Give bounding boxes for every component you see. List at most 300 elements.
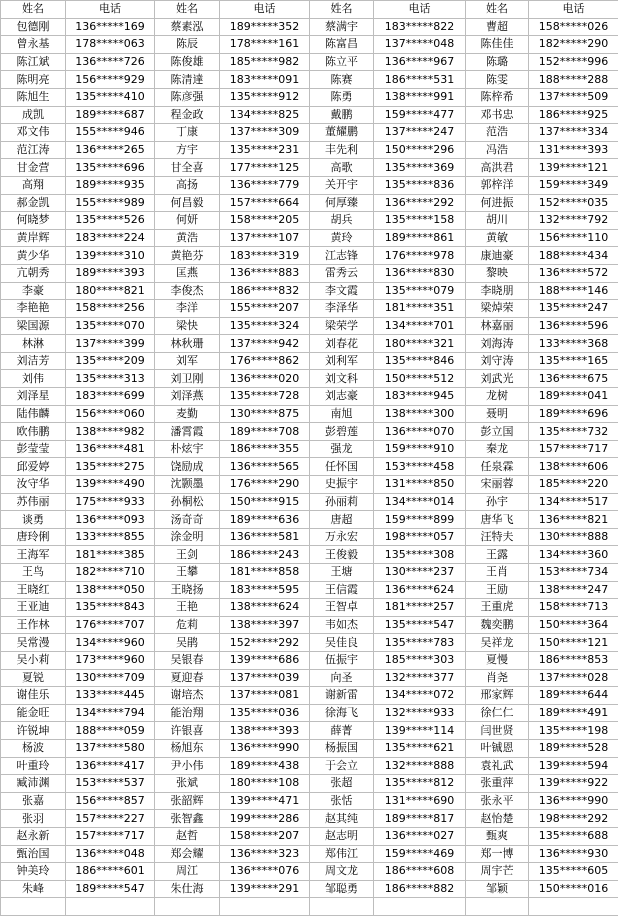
name-cell[interactable]: 沈颢墨 [155,476,220,494]
name-cell[interactable]: 王作林 [1,616,66,634]
phone-cell[interactable]: 130*****875 [220,405,310,423]
name-cell[interactable]: 黄岸辉 [1,229,66,247]
name-cell[interactable]: 刘文科 [310,370,374,388]
phone-cell[interactable]: 139*****922 [529,775,618,793]
name-cell[interactable]: 范江涛 [1,141,66,159]
phone-cell[interactable]: 186*****601 [66,863,155,881]
phone-cell[interactable]: 188*****059 [66,722,155,740]
header-cell-name[interactable]: 姓名 [310,1,374,19]
name-cell[interactable]: 韦如杰 [310,616,374,634]
phone-cell[interactable]: 134*****960 [66,634,155,652]
name-cell[interactable]: 吴祥龙 [466,634,529,652]
phone-cell[interactable]: 136*****020 [220,370,310,388]
name-cell[interactable]: 林淋 [1,335,66,353]
name-cell[interactable]: 夏锐 [1,669,66,687]
name-cell[interactable]: 周江 [155,863,220,881]
phone-cell[interactable]: 189*****547 [66,880,155,898]
phone-cell[interactable]: 183*****945 [374,388,466,406]
name-cell[interactable]: 陈俊雄 [155,53,220,71]
name-cell[interactable]: 朴炫宇 [155,440,220,458]
name-cell[interactable]: 张恬 [310,792,374,810]
empty-cell[interactable] [466,898,529,916]
name-cell[interactable]: 梁国源 [1,317,66,335]
name-cell[interactable]: 郑一博 [466,845,529,863]
name-cell[interactable]: 伍振宇 [310,651,374,669]
name-cell[interactable]: 陆伟麟 [1,405,66,423]
phone-cell[interactable]: 135*****079 [374,282,466,300]
name-cell[interactable]: 张斌 [155,775,220,793]
phone-cell[interactable]: 131*****690 [374,792,466,810]
name-cell[interactable]: 朱仕海 [155,880,220,898]
phone-cell[interactable]: 136*****624 [374,581,466,599]
phone-cell[interactable]: 135*****547 [374,616,466,634]
phone-cell[interactable]: 133*****368 [529,335,618,353]
phone-cell[interactable]: 185*****303 [374,651,466,669]
phone-cell[interactable]: 136*****027 [374,827,466,845]
phone-cell[interactable]: 136*****076 [220,863,310,881]
phone-cell[interactable]: 136*****265 [66,141,155,159]
phone-cell[interactable]: 181*****351 [374,300,466,318]
phone-cell[interactable]: 139*****594 [529,757,618,775]
phone-cell[interactable]: 137*****334 [529,124,618,142]
phone-cell[interactable]: 138*****991 [374,88,466,106]
name-cell[interactable]: 刘卫刚 [155,370,220,388]
phone-cell[interactable]: 183*****699 [66,388,155,406]
name-cell[interactable]: 陈勇 [310,88,374,106]
phone-cell[interactable]: 137*****580 [66,739,155,757]
phone-cell[interactable]: 137*****309 [220,124,310,142]
phone-cell[interactable]: 186*****853 [529,651,618,669]
phone-cell[interactable]: 183*****822 [374,18,466,36]
phone-cell[interactable]: 156*****929 [66,71,155,89]
name-cell[interactable]: 黄艳芬 [155,247,220,265]
name-cell[interactable]: 唐玲俐 [1,528,66,546]
phone-cell[interactable]: 135*****526 [66,212,155,230]
phone-cell[interactable]: 138*****393 [220,722,310,740]
name-cell[interactable]: 梁焯荣 [466,300,529,318]
phone-cell[interactable]: 189*****528 [529,739,618,757]
name-cell[interactable]: 范浩 [466,124,529,142]
phone-cell[interactable]: 189*****041 [529,388,618,406]
name-cell[interactable]: 高翔 [1,176,66,194]
phone-cell[interactable]: 159*****477 [374,106,466,124]
name-cell[interactable]: 曾永基 [1,36,66,54]
name-cell[interactable]: 曹超 [466,18,529,36]
phone-cell[interactable]: 137*****039 [220,669,310,687]
phone-cell[interactable]: 150*****016 [529,880,618,898]
phone-cell[interactable]: 136*****572 [529,264,618,282]
name-cell[interactable]: 甄爽 [466,827,529,845]
phone-cell[interactable]: 153*****537 [66,775,155,793]
phone-cell[interactable]: 136*****726 [66,53,155,71]
phone-cell[interactable]: 135*****165 [529,352,618,370]
name-cell[interactable]: 陈明亮 [1,71,66,89]
name-cell[interactable]: 南旭 [310,405,374,423]
name-cell[interactable]: 甘全喜 [155,159,220,177]
name-cell[interactable]: 叶重玲 [1,757,66,775]
phone-cell[interactable]: 185*****220 [529,476,618,494]
name-cell[interactable]: 聂明 [466,405,529,423]
phone-cell[interactable]: 158*****713 [529,599,618,617]
name-cell[interactable]: 任泉霖 [466,458,529,476]
name-cell[interactable]: 甘金营 [1,159,66,177]
header-cell-name[interactable]: 姓名 [466,1,529,19]
phone-cell[interactable]: 139*****121 [529,159,618,177]
name-cell[interactable]: 王智卓 [310,599,374,617]
phone-cell[interactable]: 150*****512 [374,370,466,388]
empty-cell[interactable] [220,898,310,916]
phone-cell[interactable]: 136*****967 [374,53,466,71]
name-cell[interactable]: 雷秀云 [310,264,374,282]
phone-cell[interactable]: 138*****300 [374,405,466,423]
phone-cell[interactable]: 138*****982 [66,423,155,441]
name-cell[interactable]: 彭莹莹 [1,440,66,458]
name-cell[interactable]: 孙丽莉 [310,493,374,511]
name-cell[interactable]: 匡燕 [155,264,220,282]
phone-cell[interactable]: 156*****857 [66,792,155,810]
name-cell[interactable]: 陈辰 [155,36,220,54]
name-cell[interactable]: 赵其纯 [310,810,374,828]
name-cell[interactable]: 郑伟江 [310,845,374,863]
phone-cell[interactable]: 136*****292 [374,194,466,212]
name-cell[interactable]: 江志锋 [310,247,374,265]
phone-cell[interactable]: 180*****108 [220,775,310,793]
header-cell-phone[interactable]: 电话 [529,1,618,19]
name-cell[interactable]: 邓文伟 [1,124,66,142]
phone-cell[interactable]: 180*****821 [66,282,155,300]
phone-cell[interactable]: 135*****247 [529,300,618,318]
name-cell[interactable]: 赵哲 [155,827,220,845]
phone-cell[interactable]: 137*****081 [220,687,310,705]
phone-cell[interactable]: 178*****161 [220,36,310,54]
name-cell[interactable]: 张智鑫 [155,810,220,828]
phone-cell[interactable]: 181*****385 [66,546,155,564]
name-cell[interactable]: 郑会耀 [155,845,220,863]
phone-cell[interactable]: 138*****397 [220,616,310,634]
phone-cell[interactable]: 155*****207 [220,300,310,318]
phone-cell[interactable]: 135*****324 [220,317,310,335]
phone-cell[interactable]: 135*****812 [374,775,466,793]
name-cell[interactable]: 邹聪勇 [310,880,374,898]
name-cell[interactable]: 肖尧 [466,669,529,687]
phone-cell[interactable]: 189*****644 [529,687,618,705]
name-cell[interactable]: 彭立国 [466,423,529,441]
name-cell[interactable]: 刘泽燕 [155,388,220,406]
phone-cell[interactable]: 136*****990 [220,739,310,757]
phone-cell[interactable]: 130*****709 [66,669,155,687]
phone-cell[interactable]: 137*****399 [66,335,155,353]
name-cell[interactable]: 徐海飞 [310,704,374,722]
phone-cell[interactable]: 136*****481 [66,440,155,458]
name-cell[interactable]: 汪特夫 [466,528,529,546]
phone-cell[interactable]: 182*****290 [529,36,618,54]
name-cell[interactable]: 危莉 [155,616,220,634]
name-cell[interactable]: 张嘉 [1,792,66,810]
phone-cell[interactable]: 137*****028 [529,669,618,687]
name-cell[interactable]: 刘军 [155,352,220,370]
phone-cell[interactable]: 135*****308 [374,546,466,564]
name-cell[interactable]: 梁快 [155,317,220,335]
name-cell[interactable]: 高洪君 [466,159,529,177]
name-cell[interactable]: 谢新雷 [310,687,374,705]
phone-cell[interactable]: 136*****883 [220,264,310,282]
name-cell[interactable]: 陈赛 [310,71,374,89]
phone-cell[interactable]: 158*****256 [66,300,155,318]
name-cell[interactable]: 饶励成 [155,458,220,476]
phone-cell[interactable]: 176*****290 [220,476,310,494]
phone-cell[interactable]: 139*****310 [66,247,155,265]
phone-cell[interactable]: 136*****990 [529,792,618,810]
phone-cell[interactable]: 158*****205 [220,212,310,230]
name-cell[interactable]: 薛菁 [310,722,374,740]
phone-cell[interactable]: 188*****434 [529,247,618,265]
phone-cell[interactable]: 189*****861 [374,229,466,247]
name-cell[interactable]: 叶铖恩 [466,739,529,757]
phone-cell[interactable]: 158*****026 [529,18,618,36]
name-cell[interactable]: 王攀 [155,564,220,582]
name-cell[interactable]: 王露 [466,546,529,564]
name-cell[interactable]: 涂金明 [155,528,220,546]
phone-cell[interactable]: 157*****664 [220,194,310,212]
name-cell[interactable]: 甄治国 [1,845,66,863]
name-cell[interactable]: 黄敏 [466,229,529,247]
name-cell[interactable]: 许锐坤 [1,722,66,740]
name-cell[interactable]: 王励 [466,581,529,599]
phone-cell[interactable]: 136*****323 [220,845,310,863]
phone-cell[interactable]: 189*****935 [66,176,155,194]
name-cell[interactable]: 欧伟鹏 [1,423,66,441]
name-cell[interactable]: 吴银春 [155,651,220,669]
phone-cell[interactable]: 132*****933 [374,704,466,722]
phone-cell[interactable]: 186*****355 [220,440,310,458]
phone-cell[interactable]: 137*****942 [220,335,310,353]
name-cell[interactable]: 王亚迪 [1,599,66,617]
name-cell[interactable]: 亢朝秀 [1,264,66,282]
name-cell[interactable]: 冯浩 [466,141,529,159]
phone-cell[interactable]: 153*****734 [529,564,618,582]
name-cell[interactable]: 何晓梦 [1,212,66,230]
name-cell[interactable]: 蔡满宇 [310,18,374,36]
phone-cell[interactable]: 159*****469 [374,845,466,863]
name-cell[interactable]: 汤奇奇 [155,511,220,529]
name-cell[interactable]: 张重萍 [466,775,529,793]
name-cell[interactable]: 徐仁仁 [466,704,529,722]
phone-cell[interactable]: 138*****606 [529,458,618,476]
phone-cell[interactable]: 159*****349 [529,176,618,194]
phone-cell[interactable]: 199*****286 [220,810,310,828]
name-cell[interactable]: 谢培杰 [155,687,220,705]
name-cell[interactable]: 陈彦强 [155,88,220,106]
phone-cell[interactable]: 185*****982 [220,53,310,71]
name-cell[interactable]: 成凯 [1,106,66,124]
name-cell[interactable]: 夏慢 [466,651,529,669]
name-cell[interactable]: 朱峰 [1,880,66,898]
phone-cell[interactable]: 136*****930 [529,845,618,863]
phone-cell[interactable]: 157*****227 [66,810,155,828]
name-cell[interactable]: 王海军 [1,546,66,564]
name-cell[interactable]: 何妍 [155,212,220,230]
phone-cell[interactable]: 135*****912 [220,88,310,106]
name-cell[interactable]: 陈清達 [155,71,220,89]
phone-cell[interactable]: 136*****596 [529,317,618,335]
empty-cell[interactable] [374,898,466,916]
phone-cell[interactable]: 150*****296 [374,141,466,159]
name-cell[interactable]: 唐华飞 [466,511,529,529]
phone-cell[interactable]: 152*****035 [529,194,618,212]
phone-cell[interactable]: 183*****224 [66,229,155,247]
name-cell[interactable]: 史振宇 [310,476,374,494]
phone-cell[interactable]: 136*****581 [220,528,310,546]
phone-cell[interactable]: 186*****608 [374,863,466,881]
name-cell[interactable]: 谢佳乐 [1,687,66,705]
name-cell[interactable]: 刘志豪 [310,388,374,406]
name-cell[interactable]: 王剑 [155,546,220,564]
phone-cell[interactable]: 157*****717 [529,440,618,458]
empty-cell[interactable] [310,898,374,916]
name-cell[interactable]: 程金政 [155,106,220,124]
name-cell[interactable]: 任怀国 [310,458,374,476]
name-cell[interactable]: 杨旭东 [155,739,220,757]
name-cell[interactable]: 杨波 [1,739,66,757]
phone-cell[interactable]: 178*****063 [66,36,155,54]
phone-cell[interactable]: 135*****198 [529,722,618,740]
phone-cell[interactable]: 135*****696 [66,159,155,177]
phone-cell[interactable]: 135*****070 [66,317,155,335]
phone-cell[interactable]: 158*****207 [220,827,310,845]
name-cell[interactable]: 李豪 [1,282,66,300]
name-cell[interactable]: 黎映 [466,264,529,282]
phone-cell[interactable]: 135*****231 [220,141,310,159]
name-cell[interactable]: 孙桐松 [155,493,220,511]
name-cell[interactable]: 陈旭生 [1,88,66,106]
phone-cell[interactable]: 135*****836 [374,176,466,194]
phone-cell[interactable]: 186*****925 [529,106,618,124]
phone-cell[interactable]: 176*****978 [374,247,466,265]
phone-cell[interactable]: 181*****858 [220,564,310,582]
phone-cell[interactable]: 186*****531 [374,71,466,89]
name-cell[interactable]: 许银喜 [155,722,220,740]
phone-cell[interactable]: 155*****946 [66,124,155,142]
name-cell[interactable]: 杨振国 [310,739,374,757]
phone-cell[interactable]: 135*****410 [66,88,155,106]
name-cell[interactable]: 闫世贤 [466,722,529,740]
name-cell[interactable]: 吴佳良 [310,634,374,652]
name-cell[interactable]: 孙宇 [466,493,529,511]
name-cell[interactable]: 林嘉丽 [466,317,529,335]
name-cell[interactable]: 龙树 [466,388,529,406]
name-cell[interactable]: 王晓红 [1,581,66,599]
header-cell-phone[interactable]: 电话 [66,1,155,19]
phone-cell[interactable]: 157*****717 [66,827,155,845]
phone-cell[interactable]: 135*****605 [529,863,618,881]
name-cell[interactable]: 康迪豪 [466,247,529,265]
name-cell[interactable]: 吴鹃 [155,634,220,652]
phone-cell[interactable]: 138*****050 [66,581,155,599]
name-cell[interactable]: 关开宇 [310,176,374,194]
phone-cell[interactable]: 135*****209 [66,352,155,370]
name-cell[interactable]: 汝守华 [1,476,66,494]
phone-cell[interactable]: 135*****728 [220,388,310,406]
phone-cell[interactable]: 189*****438 [220,757,310,775]
name-cell[interactable]: 周文龙 [310,863,374,881]
name-cell[interactable]: 宋丽蓉 [466,476,529,494]
name-cell[interactable]: 钟美玲 [1,863,66,881]
name-cell[interactable]: 唐超 [310,511,374,529]
name-cell[interactable]: 李晓朋 [466,282,529,300]
phone-cell[interactable]: 159*****910 [374,440,466,458]
name-cell[interactable]: 万永宏 [310,528,374,546]
name-cell[interactable]: 方宇 [155,141,220,159]
name-cell[interactable]: 能治翔 [155,704,220,722]
phone-cell[interactable]: 181*****257 [374,599,466,617]
phone-cell[interactable]: 135*****036 [220,704,310,722]
phone-cell[interactable]: 134*****825 [220,106,310,124]
phone-cell[interactable]: 139*****686 [220,651,310,669]
phone-cell[interactable]: 189*****696 [529,405,618,423]
name-cell[interactable]: 王塘 [310,564,374,582]
name-cell[interactable]: 包德刚 [1,18,66,36]
name-cell[interactable]: 丰先利 [310,141,374,159]
name-cell[interactable]: 刘洁芳 [1,352,66,370]
phone-cell[interactable]: 150*****364 [529,616,618,634]
phone-cell[interactable]: 132*****888 [374,757,466,775]
name-cell[interactable]: 王信霞 [310,581,374,599]
phone-cell[interactable]: 134*****014 [374,493,466,511]
phone-cell[interactable]: 189*****636 [220,511,310,529]
phone-cell[interactable]: 132*****377 [374,669,466,687]
phone-cell[interactable]: 156*****110 [529,229,618,247]
phone-cell[interactable]: 133*****855 [66,528,155,546]
phone-cell[interactable]: 135*****732 [529,423,618,441]
phone-cell[interactable]: 189*****352 [220,18,310,36]
phone-cell[interactable]: 134*****072 [374,687,466,705]
phone-cell[interactable]: 135*****313 [66,370,155,388]
phone-cell[interactable]: 136*****417 [66,757,155,775]
name-cell[interactable]: 王艳 [155,599,220,617]
phone-cell[interactable]: 150*****121 [529,634,618,652]
name-cell[interactable]: 谈勇 [1,511,66,529]
phone-cell[interactable]: 135*****369 [374,159,466,177]
name-cell[interactable]: 刘利军 [310,352,374,370]
phone-cell[interactable]: 176*****707 [66,616,155,634]
name-cell[interactable]: 王重虎 [466,599,529,617]
phone-cell[interactable]: 180*****321 [374,335,466,353]
phone-cell[interactable]: 139*****471 [220,792,310,810]
phone-cell[interactable]: 175*****933 [66,493,155,511]
name-cell[interactable]: 苏伟丽 [1,493,66,511]
name-cell[interactable]: 刘守涛 [466,352,529,370]
name-cell[interactable]: 陈立平 [310,53,374,71]
empty-cell[interactable] [66,898,155,916]
phone-cell[interactable]: 177*****125 [220,159,310,177]
phone-cell[interactable]: 152*****996 [529,53,618,71]
name-cell[interactable]: 黄浩 [155,229,220,247]
name-cell[interactable]: 张韶辉 [155,792,220,810]
name-cell[interactable]: 丁康 [155,124,220,142]
name-cell[interactable]: 陈雯 [466,71,529,89]
phone-cell[interactable]: 186*****243 [220,546,310,564]
empty-cell[interactable] [529,898,618,916]
phone-cell[interactable]: 186*****882 [374,880,466,898]
phone-cell[interactable]: 131*****393 [529,141,618,159]
name-cell[interactable]: 王鸟 [1,564,66,582]
header-cell-phone[interactable]: 电话 [374,1,466,19]
name-cell[interactable]: 李文霞 [310,282,374,300]
name-cell[interactable]: 邓书忠 [466,106,529,124]
name-cell[interactable]: 何昌毅 [155,194,220,212]
phone-cell[interactable]: 134*****701 [374,317,466,335]
name-cell[interactable]: 张超 [310,775,374,793]
